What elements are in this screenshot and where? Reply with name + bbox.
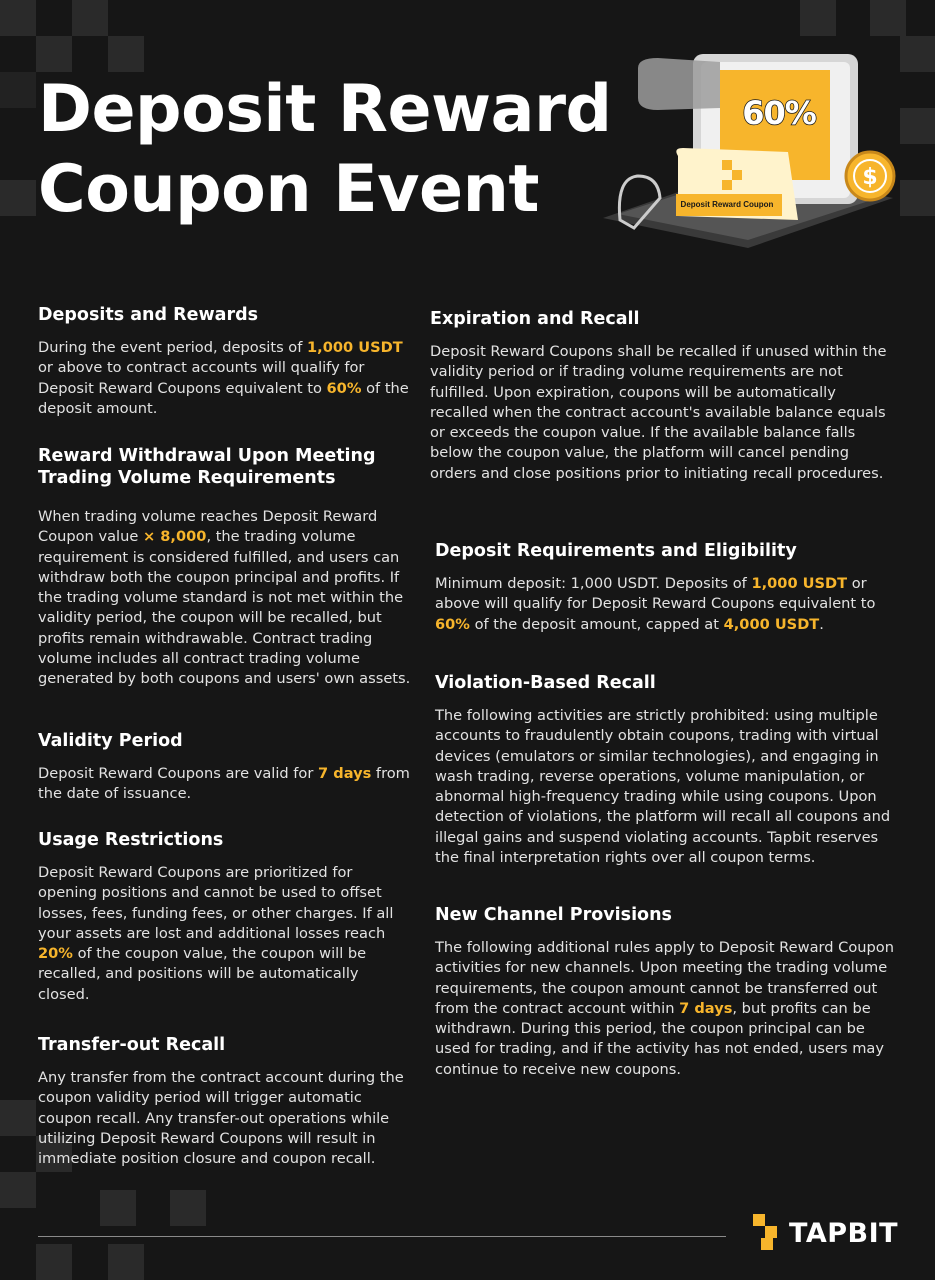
brand-name: TAPBIT <box>789 1217 899 1249</box>
title-line-2: Coupon Event <box>38 152 539 227</box>
section-heading: Deposits and Rewards <box>38 305 259 325</box>
decor-square <box>900 108 935 144</box>
section-body: The following additional rules apply to Deposit Reward Coupon activities for new channels. Upon meeting the trading volume requirements, the coupon amount cannot be transferred out from the contract account within 7 days, but profits can be withdrawn. During this period, the coupon principal can be used for trading, and if the activity has not ended, users may continue to receive new coupons. <box>435 939 894 1078</box>
decor-square <box>36 36 72 72</box>
section-body: Deposit Reward Coupons are prioritized for opening positions and cannot be used to offset losses, fees, funding fees, or other charges. If all your assets are lost and additional losses reach 20% of the coupon value, the coupon will be recalled, and positions will be automatically closed. <box>38 864 394 1003</box>
section-heading: Usage Restrictions <box>38 830 224 850</box>
section-body: The following activities are strictly prohibited: using multiple accounts to fraudulently obtain coupons, trading with virtual devices (emulators or similar technologies), and engaging in wash trading, reverse operations, volume manipulation, or abnormal high-frequency trading while using coupons. Upon detection of violations, the platform will recall all coupons and illegal gains and suspend violating accounts. Tapbit reserves the final interpretation rights over all coupon terms. <box>435 707 891 867</box>
decor-square <box>900 180 935 216</box>
svg-text:$: $ <box>862 165 878 190</box>
title-line-1: Deposit Reward <box>38 72 612 147</box>
section-heading: Expiration and Recall <box>430 309 640 329</box>
section-transfer <box>38 1034 413 1169</box>
section-requirements <box>435 540 895 635</box>
footer-divider <box>38 1236 726 1237</box>
section-new-channel <box>435 904 895 1080</box>
section-body: Deposit Reward Coupons shall be recalled if unused within the validity period or if trading volume requirements are not fulfilled. Upon expiration, coupons will be automatically recalled when the contract account's available balance equals or exceeds the coupon value. If the available balance falls below the coupon value, the platform will cancel pending orders and close positions prior to initiating recall procedures. <box>430 343 887 482</box>
page-title <box>38 70 612 230</box>
section-validity <box>38 730 413 805</box>
tapbit-logo-icon <box>753 1214 785 1252</box>
decor-square <box>100 1190 136 1226</box>
section-violation <box>435 672 895 868</box>
decor-square <box>900 36 935 72</box>
coupon-illustration <box>598 48 898 253</box>
section-body: Any transfer from the contract account during the coupon validity period will trigger automatic coupon recall. Any transfer-out operations while utilizing Deposit Reward Coupons will result in immediate position closure and coupon recall. <box>38 1069 404 1168</box>
section-heading: Transfer-out Recall <box>38 1035 226 1055</box>
decor-square <box>0 180 36 216</box>
section-heading: Validity Period <box>38 731 183 751</box>
decor-square <box>108 1244 144 1280</box>
section-body: When trading volume reaches Deposit Reward Coupon value × 8,000, the trading volume requirement is considered fulfilled, and users can withdraw both the coupon principal and profits. If the trading volume standard is not met within the validity period, the coupon will be recalled, but profits remain withdrawable. Contract trading volume includes all contract trading volume generated by both coupons and users' own assets. <box>38 508 411 688</box>
section-withdrawal <box>38 445 413 690</box>
decor-square <box>800 0 836 36</box>
coupon-ticket-label: Deposit Reward Coupon <box>680 200 774 209</box>
decor-square <box>0 0 36 36</box>
section-body: Deposit Reward Coupons are valid for 7 days from the date of issuance. <box>38 765 410 803</box>
percent-badge: 60% <box>742 94 816 132</box>
decor-square <box>0 72 36 108</box>
decor-square <box>72 0 108 36</box>
section-body: During the event period, deposits of 1,000 USDT or above to contract accounts will qualify for Deposit Reward Coupons equivalent to 60% of the deposit amount. <box>38 339 409 417</box>
decor-square <box>36 1244 72 1280</box>
section-body: Minimum deposit: 1,000 USDT. Deposits of 1,000 USDT or above will qualify for Deposit Reward Coupons equivalent to 60% of the deposit amount, capped at 4,000 USDT. <box>435 575 876 633</box>
section-heading: New Channel Provisions <box>435 905 672 925</box>
section-expiration <box>430 308 892 484</box>
decor-square <box>0 1100 36 1136</box>
section-heading: Deposit Requirements and Eligibility <box>435 541 797 561</box>
decor-square <box>108 36 144 72</box>
decor-square <box>170 1190 206 1226</box>
section-usage <box>38 829 413 1005</box>
decor-square <box>870 0 906 36</box>
decor-square <box>0 1172 36 1208</box>
section-deposits-rewards <box>38 304 413 419</box>
brand-logo <box>753 1213 898 1253</box>
section-heading: Reward Withdrawal Upon Meeting Trading Volume Requirements <box>38 446 376 488</box>
section-heading: Violation-Based Recall <box>435 673 656 693</box>
